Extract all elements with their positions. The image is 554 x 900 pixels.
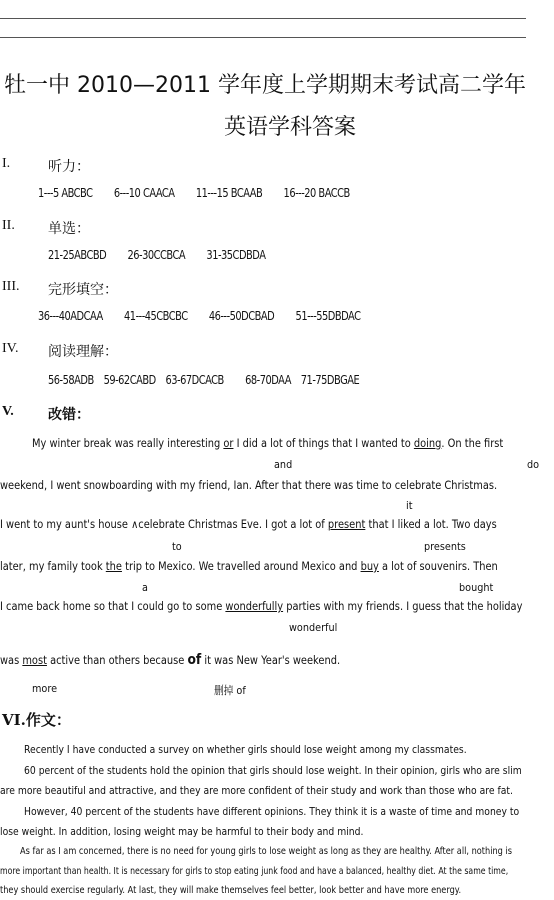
essay-line: they should exercise regularly. At last, they will make themselves feel better, look better and have more energy. xyxy=(0,885,462,896)
answer-group: 11---15 BCAAB xyxy=(195,186,263,200)
correction-answer: a xyxy=(142,581,148,594)
answer-group: 68-70DAA xyxy=(245,373,291,387)
correction-line: later, my family took the trip to Mexico. We travelled around Mexico and buy a lot of souvenirs. Then xyxy=(0,560,498,573)
correction-line: weekend, I went snowboarding with my friend, Ian. After that there was time to celebrate Christmas. xyxy=(0,479,498,492)
correction-answer: do xyxy=(527,458,540,471)
error-mark: doing xyxy=(413,437,442,450)
answer-group: 16---20 BACCB xyxy=(283,186,350,200)
page-title: 牡一中 2010—2011 学年度上学期期末考试高二学年 xyxy=(4,73,526,98)
answer-group: 71-75DBGAE xyxy=(300,373,360,387)
section-label: 单选： xyxy=(48,221,90,237)
essay-line: As far as I am concerned, there is no need for young girls to lose weight as long as they are healthy. After all, nothing is xyxy=(20,846,513,857)
essay-line: are more beautiful and attractive, and they are more confident of their study and work than those who are fat. xyxy=(0,784,513,797)
correction-answer: 删掉 of xyxy=(214,684,246,697)
header-rule-bottom xyxy=(0,37,526,38)
correction-answer: and xyxy=(274,458,293,471)
answer-group: 26-30CCBCA xyxy=(127,248,186,262)
answer-row xyxy=(48,248,287,262)
answer-group: 41---45CBCBC xyxy=(124,309,188,323)
header-rule-top xyxy=(0,18,526,19)
section-label: 改错： xyxy=(48,407,90,423)
answer-group: 63-67DCACB xyxy=(165,373,224,387)
answer-row xyxy=(48,373,381,387)
section-number: III. xyxy=(2,279,20,294)
section-label: 完形填空： xyxy=(48,282,118,298)
correction-answer: it xyxy=(406,499,413,512)
essay-line: However, 40 percent of the students have different opinions. They think it is a waste of time and money to xyxy=(24,805,520,818)
essay-line: 60 percent of the students hold the opinion that girls should lose weight. In their opinion, girls who are slim xyxy=(24,764,522,777)
section-label: 阅读理解： xyxy=(48,344,118,360)
essay-line: Recently I have conducted a survey on whether girls should lose weight among my classmates. xyxy=(24,743,467,756)
error-mark: or xyxy=(223,437,234,450)
answer-group: 31-35CDBDA xyxy=(206,248,266,262)
correction-line: I came back home so that I could go to some wonderfully parties with my friends. I guess that the holiday xyxy=(0,600,523,613)
answer-group: 6---10 CAACA xyxy=(113,186,175,200)
correction-answer: bought xyxy=(459,581,494,594)
correction-answer: to xyxy=(172,540,182,553)
correction-line: My winter break was really interesting or I did a lot of things that I wanted to doing. On the first xyxy=(32,437,504,450)
correction-answer: wonderful xyxy=(289,621,338,634)
answer-group: 59-62CABD xyxy=(103,373,156,387)
section-number: II. xyxy=(2,218,15,233)
essay-line: lose weight. In addition, losing weight may be harmful to their body and mind. xyxy=(0,825,364,838)
correction-answer: more xyxy=(32,682,58,695)
essay-line: more important than health. It is necessary for girls to stop eating junk food and have a balanced, healthy diet. At the same time, xyxy=(0,866,509,877)
error-mark: wonderfully xyxy=(225,600,284,613)
answer-group: 1---5 ABCBC xyxy=(38,186,93,200)
section-number: IV. xyxy=(2,341,19,356)
correction-line: I went to my aunt's house ∧celebrate Christmas Eve. I got a lot of present that I liked a lot. Two days xyxy=(0,518,497,531)
correction-line: was most active than others because of it was New Year's weekend. xyxy=(0,652,341,668)
section-number: V. xyxy=(2,404,14,419)
error-mark: buy xyxy=(360,560,379,573)
answer-group: 56-58ADB xyxy=(48,373,94,387)
error-mark: the xyxy=(105,560,122,573)
section-label: 听力： xyxy=(48,159,90,175)
answer-group: 46---50DCBAD xyxy=(208,309,275,323)
answer-group: 36---40ADCAA xyxy=(38,309,103,323)
error-mark: present xyxy=(327,518,366,531)
insert-caret: ∧ xyxy=(131,518,139,531)
section-number: I. xyxy=(2,156,11,171)
essay-heading: VI.作文： xyxy=(2,711,71,729)
error-mark: of xyxy=(187,652,202,668)
answer-row xyxy=(38,309,382,323)
answer-group: 51---55DBDAC xyxy=(295,309,361,323)
answer-group: 21-25ABCBD xyxy=(48,248,107,262)
error-mark: most xyxy=(22,654,47,667)
page-subtitle: 英语学科答案 xyxy=(224,115,357,140)
answer-row xyxy=(38,186,371,200)
correction-answer: presents xyxy=(424,540,466,553)
